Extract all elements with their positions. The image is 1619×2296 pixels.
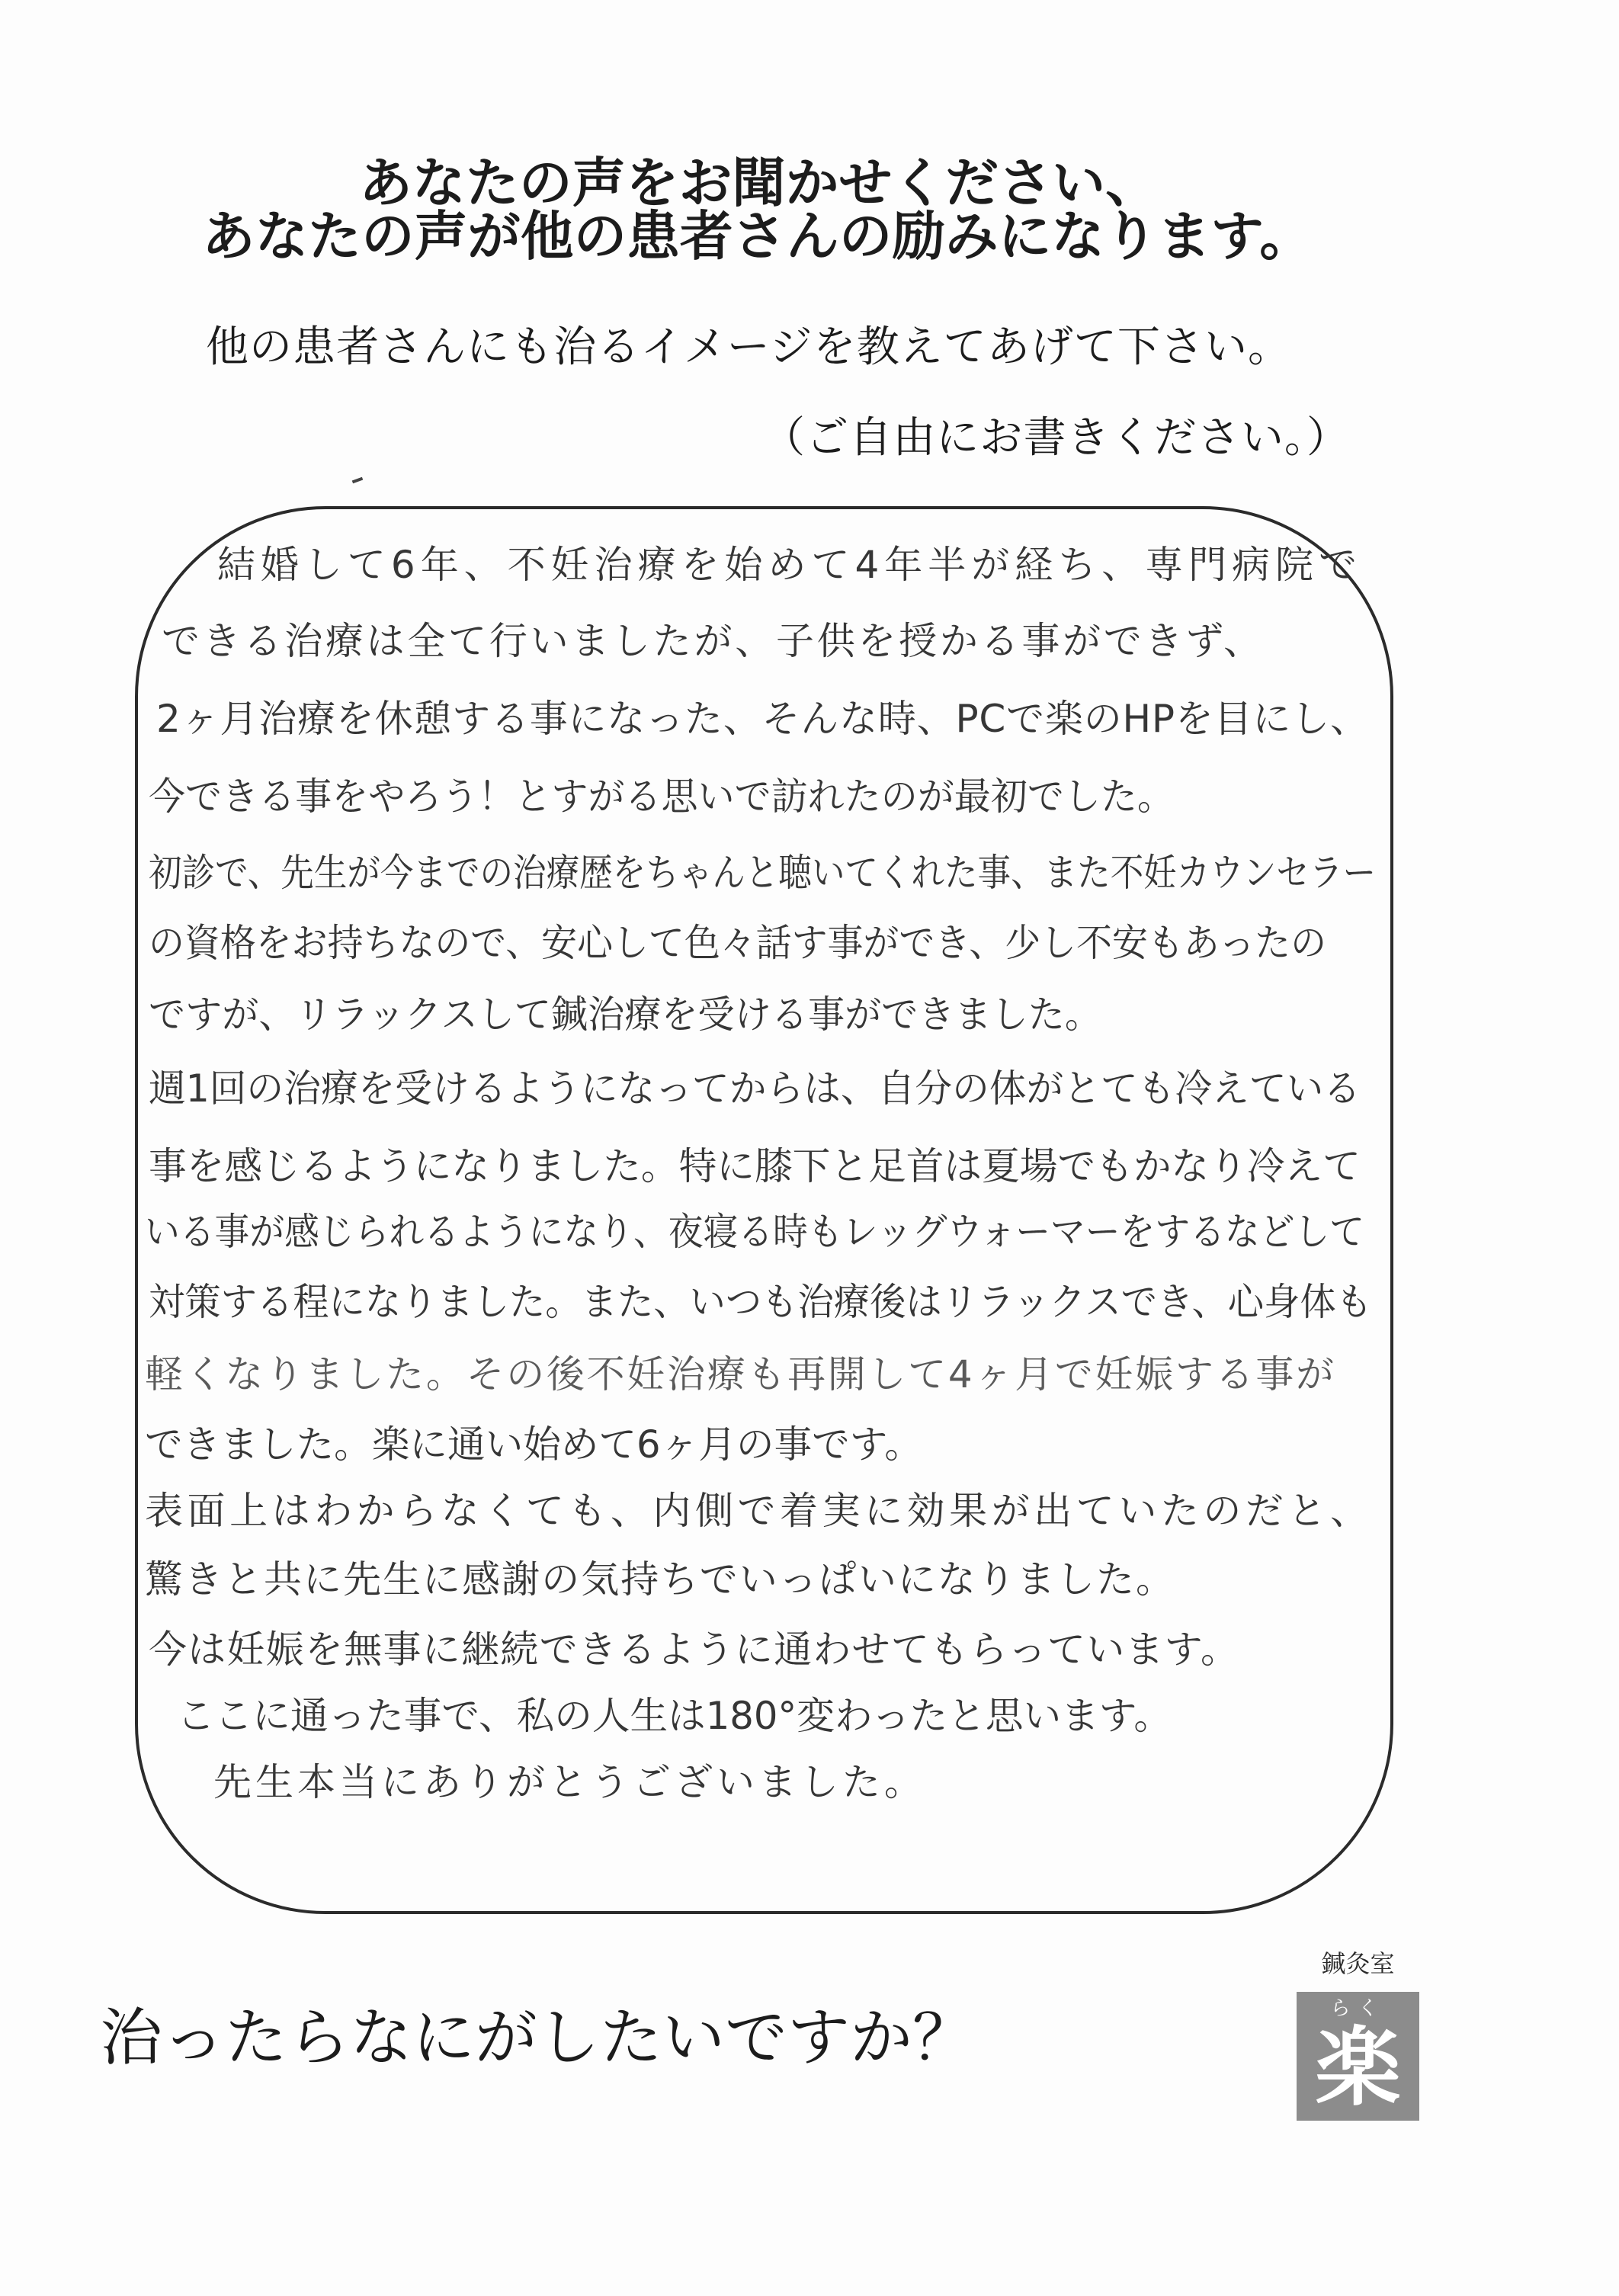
instruction-text: 他の患者さんにも治るイメージを教えてあげて下さい。 [206,322,1292,372]
pen-mark [352,477,364,484]
free-writing-note: （ご自由にお書きください。） [762,413,1351,463]
handwritten-line: 表面上はわからなくても、内側で着実に効果が出ていたのだと、 [145,1489,1373,1533]
heading-line-1: あなたの声をお聞かせください、 [359,152,1159,214]
handwritten-line: ここに通った事で、私の人生は180°変わったと思います。 [177,1694,1172,1738]
handwritten-line: 結婚して6年、不妊治療を始めて4年半が経ち、専門病院で [217,543,1362,587]
logo-reading: らく [1330,1997,1386,2020]
handwritten-line: できました。楽に通い始めて6ヶ月の事です。 [145,1422,922,1467]
handwritten-line: いる事が感じられるようになり、夜寝る時もレッグウォーマーをするなどして [145,1210,1364,1254]
logo-caption: 鍼灸室 [1321,1949,1395,1978]
handwritten-line: 初診で、先生が今までの治療歴をちゃんと聴いてくれた事、また不妊カウンセラー [149,851,1376,895]
logo-mark: 楽 [1315,2019,1401,2118]
handwritten-line: 週1回の治療を受けるようになってからは、自分の体がとても冷えている [149,1066,1361,1111]
handwritten-line: 2ヶ月治療を休憩する事になった、そんな時、PCで楽のHPを目にし、 [156,697,1369,741]
handwritten-line: 対策する程になりました。また、いつも治療後はリラックスでき、心身体も [149,1280,1372,1324]
handwritten-line: 事を感じるようになりました。特に膝下と足首は夏場でもかなり冷えて [149,1144,1361,1188]
handwritten-line: 今は妊娠を無事に継続できるように通わせてもらっています。 [149,1627,1240,1672]
handwritten-line: 驚きと共に先生に感謝の気持ちでいっぱいになりました。 [145,1557,1176,1602]
handwritten-line: 先生本当にありがとうございました。 [213,1760,926,1804]
handwritten-line: できる治療は全て行いましたが、子供を授かる事ができず、 [162,619,1265,663]
handwritten-line: ですが、リラックスして鍼治療を受ける事ができました。 [149,992,1101,1037]
handwritten-line: 軽くなりました。その後不妊治療も再開して4ヶ月で妊娠する事が [145,1352,1336,1397]
handwritten-line: の資格をお持ちなので、安心して色々話す事ができ、少し不安もあったの [149,921,1326,965]
handwritten-line: 今できる事をやろう！とすがる思いで訪れたのが最初でした。 [149,774,1174,819]
logo-badge [1297,1992,1419,2121]
heading-line-2: あなたの声が他の患者さんの励みになります。 [202,205,1313,268]
question-text: 治ったらなにがしたいですか？ [100,2002,975,2074]
